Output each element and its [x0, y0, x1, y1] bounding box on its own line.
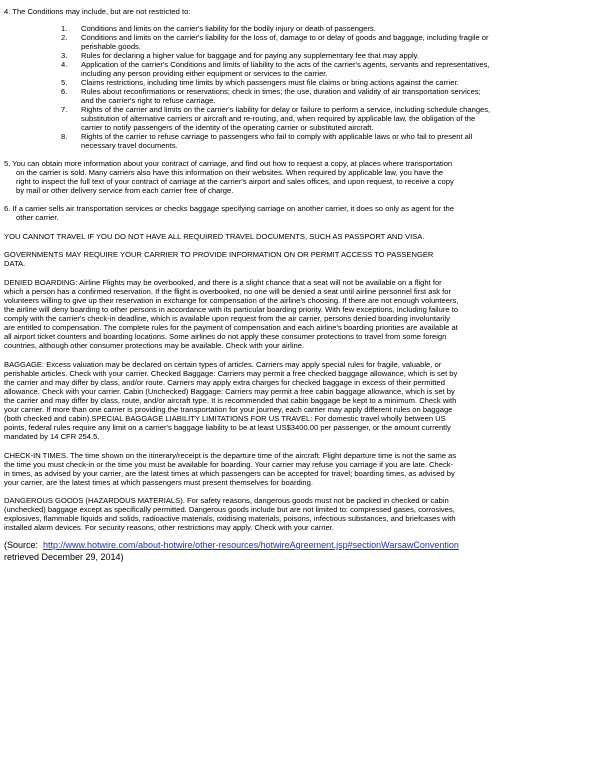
text-line: Rules for declaring a higher value for baggage and for paying any supplementary fee that may apply. [81, 51, 419, 60]
text-line: on the carrier is sold. Many carriers also have this information on their websites. When required by applicable law, you have the [16, 168, 444, 177]
text-line: points, federal rules require any limit on a carrier's baggage liability to be at least US$3400.00 per passenger, or the amount currently [4, 423, 451, 432]
text-line: Application of the carrier's Conditions and limits of liability to the acts of the carrier's agents, servants and representatives, [81, 60, 490, 69]
text-line: 8. [61, 132, 68, 141]
text-line: Rights of the carrier and limits on the carrier's liability for delay or failure to perform a service, including schedule changes, [81, 105, 491, 114]
text-line: countries, although other consumer protections may be available. Check with your airline. [4, 341, 305, 350]
text-line: 4. The Conditions may include, but are not restricted to: [4, 7, 191, 16]
text-line: carrier to notify passengers of the identity of the operating carrier or substituted aircraft. [81, 123, 374, 132]
text-line: 6. If a carrier sells air transportation services or checks baggage specifying carriage on another carrier, it does so only as agent for the [4, 204, 454, 213]
retrieved-date: retrieved December 29, 2014) [4, 552, 124, 562]
text-line: the carrier and may differ by class, and/or route. Carriers may apply extra charges for checked baggage in excess of their permitted [4, 378, 445, 387]
text-line: installed alarm devices. For security reasons, other restrictions may apply. Check with your carrier. [4, 523, 334, 532]
text-line: Claims restrictions, including time limits by which passengers must file claims or bring actions against the carrier. [81, 78, 459, 87]
text-line: are entitled to compensation. The complete rules for the payment of compensation and each airline's boarding priorities are available at [4, 323, 458, 332]
text-line: all airport ticket counters and boarding locations. Some airlines do not apply these consumer protections to travel from some foreign [4, 332, 447, 341]
text-line: DANGEROUS GOODS (HAZARDOUS MATERIALS). For safety reasons, dangerous goods must not be packed in checked or cabin [4, 496, 449, 505]
text-line: (unchecked) baggage except as specifically permitted. Dangerous goods include but are not limited to: compressed gases, corrosives, [4, 505, 455, 514]
text-line: your carrier. If more than one carrier is providing the transportation for your journey, each carrier may apply different rules on baggage [4, 405, 453, 414]
text-line: 5. [61, 78, 68, 87]
text-line: 3. [61, 51, 68, 60]
text-line: the carrier and may differ by class, route, and/or aircraft type. It is recommended that cabin baggage be kept to a minimum. Check with [4, 396, 457, 405]
text-line: your carrier, are the latest times at which passengers must present themselves for boarding. [4, 478, 313, 487]
text-line: in times, as advised by your carrier, are the latest times at which passengers can be accepted for travel; boarding times, as advised by [4, 469, 455, 478]
text-line: DATA. [4, 259, 26, 268]
text-line: 4. [61, 60, 68, 69]
source-link[interactable]: http://www.hotwire.com/about-hotwire/other-resources/hotwireAgreement.jsp#sectionWarsawConvention [43, 540, 459, 550]
text-line: by mail or other delivery service from each carrier free of charge. [16, 186, 234, 195]
text-line: CHECK-IN TIMES. The time shown on the itinerary/receipt is the departure time of the aircraft. Flight departure time is not the same as [4, 451, 457, 460]
text-line: BAGGAGE: Excess valuation may be declared on certain types of articles. Carriers may apply special rules for fragile, valuable, or [4, 360, 442, 369]
text-line: allowance. Check with your carrier. Cabin (Unchecked) Baggage: Carriers may permit a free cabin baggage allowance, which is set by [4, 387, 455, 396]
text-line: substitution of alternative carriers or aircraft and re-routing, and, when required by applicable law, the obligation of the [81, 114, 476, 123]
text-line: volunteers willing to give up their reservation in exchange for compensation of the airline's choosing. If there are not enough volunteers, [4, 296, 459, 305]
text-line: perishable goods. [81, 42, 141, 51]
source-prefix: (Source: [4, 540, 39, 550]
text-line: (both checked and cabin).SPECIAL BAGGAGE LIABILITY LIMITATIONS FOR US TRAVEL: For domestic travel wholly between US [4, 414, 446, 423]
text-line: DENIED BOARDING: Airline Flights may be overbooked, and there is a slight chance that a seat will not be available on a flight for [4, 278, 442, 287]
text-line: Conditions and limits on the carrier's liability for the bodily injury or death of passengers. [81, 24, 376, 33]
text-line: perishable articles. Check with your carrier. Checked Baggage: Carriers may permit a free checked baggage allowance, which is set by [4, 369, 458, 378]
text-line: right to inspect the full text of your contract of carriage at the carrier's airport and sales offices, and upon request, to receive a copy [16, 177, 454, 186]
text-line: 5. You can obtain more information about your contract of carriage, and find out how to request a copy, at places where transportation [4, 159, 453, 168]
text-line: Rights of the carrier to refuse carriage to passengers who fail to comply with applicable laws or who fail to present all [81, 132, 473, 141]
text-line: comply with the carrier's check-in deadline, which is available upon request from the air carrier, persons denied boarding involuntarily [4, 314, 450, 323]
text-line: YOU CANNOT TRAVEL IF YOU DO NOT HAVE ALL REQUIRED TRAVEL DOCUMENTS, SUCH AS PASSPORT AND VISA. [4, 232, 425, 241]
text-line: including any person providing either equipment or services to the carrier. [81, 69, 328, 78]
text-line: the airline will deny boarding to other persons in accordance with its particular boarding priority. With few exceptions, including failure to [4, 305, 459, 314]
text-line: 6. [61, 87, 68, 96]
text-line: 1. [61, 24, 68, 33]
text-line: GOVERNMENTS MAY REQUIRE YOUR CARRIER TO PROVIDE INFORMATION ON OR PERMIT ACCESS TO PASSENGER [4, 250, 434, 259]
text-line: 7. [61, 105, 68, 114]
text-line: which a person has a confirmed reservation. If the flight is overbooked, no one will be denied a seat until airline personnel first ask for [4, 287, 452, 296]
text-line: and the carrier's right to refuse carriage. [81, 96, 216, 105]
text-line: the time you must check-in or the time you must be available for boarding. Your carrier may refuse you carriage if you are late. Check- [4, 460, 454, 469]
text-line: explosives, flammable liquids and solids, radioactive materials, oxidising materials, poisons, infectious substances, and briefcases with [4, 514, 456, 523]
text-line: mandated by 14 CFR 254.5. [4, 432, 100, 441]
text-line: necessary travel documents. [81, 141, 178, 150]
text-line: 2. [61, 33, 68, 42]
text-line: other carrier. [16, 213, 59, 222]
text-line: Rules about reconfirmations or reservations; check in times; the use, duration and validity of air transportation services; [81, 87, 481, 96]
text-line: Conditions and limits on the carrier's liability for the loss of, damage to or delay of goods and baggage, including fragile or [81, 33, 489, 42]
